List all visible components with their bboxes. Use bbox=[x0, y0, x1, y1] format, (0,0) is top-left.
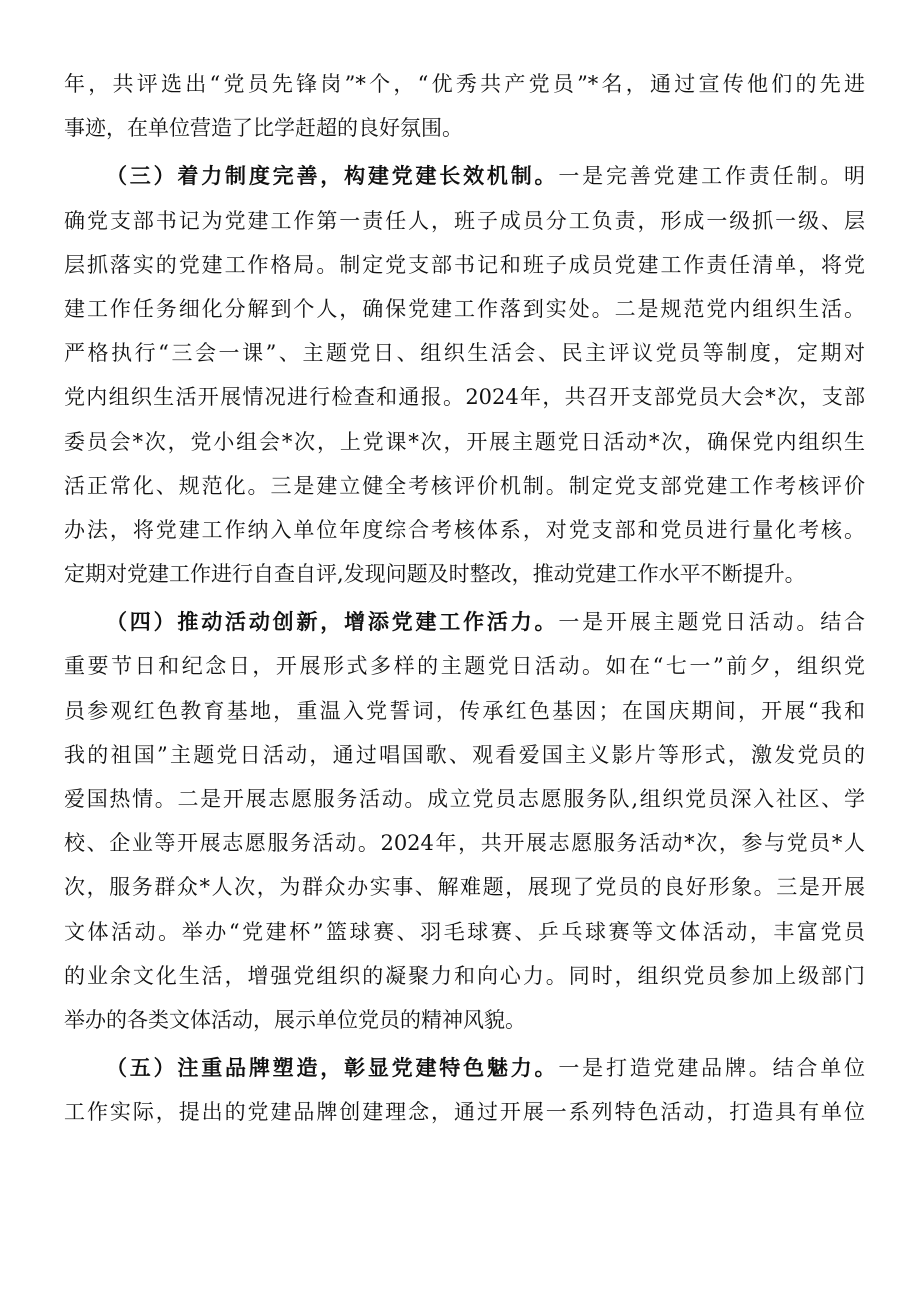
text-line: 确党支部书记为党建工作第一责任人，班子成员分工负责，形成一级抓一级、层 bbox=[64, 208, 865, 233]
text-line: 重要节日和纪念日，开展形式多样的主题党日活动。如在“七一”前夕，组织党 bbox=[64, 654, 865, 679]
text-line bbox=[64, 154, 865, 198]
text-line: 举办的各类文体活动，展示单位党员的精神风貌。 bbox=[64, 1007, 526, 1032]
text-line: 员参观红色教育基地，重温入党誓词，传承红色基因；在国庆期间，开展“我和 bbox=[64, 698, 865, 723]
text-line: 工作实际，提出的党建品牌创建理念，通过开展一系列特色活动，打造具有单位 bbox=[64, 1100, 865, 1125]
text-line: 委员会*次，党小组会*次，上党课*次，开展主题党日活动*次，确保党内组织生 bbox=[64, 429, 865, 454]
text-line: 校、企业等开展志愿服务活动。2024年，共开展志愿服务活动*次，参与党员*人 bbox=[64, 831, 865, 856]
text-line: 活正常化、规范化。三是建立健全考核评价机制。制定党支部党建工作考核评价 bbox=[64, 473, 865, 498]
text-line bbox=[64, 1046, 865, 1090]
document-body bbox=[64, 62, 865, 1135]
text-line: 层抓落实的党建工作格局。制定党支部书记和班子成员党建工作责任清单，将党 bbox=[64, 252, 865, 277]
section-heading: （三）着力制度完善，构建党建长效机制。 bbox=[106, 163, 559, 189]
section-heading: （四）推动活动创新，增添党建工作活力。 bbox=[106, 609, 559, 635]
text-line: 建工作任务细化分解到个人，确保党建工作落到实处。二是规范党内组织生活。 bbox=[64, 296, 865, 321]
text-line: 文体活动。举办“党建杯”篮球赛、羽毛球赛、乒乓球赛等文体活动，丰富党员 bbox=[64, 919, 865, 944]
section-heading: （五）注重品牌塑造，彰显党建特色魅力。 bbox=[106, 1055, 559, 1081]
text-line: 的业余文化生活，增强党组织的凝聚力和向心力。同时，组织党员参加上级部门 bbox=[64, 963, 865, 988]
text-line: 定期对党建工作进行自查自评,发现问题及时整改，推动党建工作水平不断提升。 bbox=[64, 562, 806, 587]
paragraph bbox=[64, 1046, 865, 1134]
text-line: 我的祖国”主题党日活动，通过唱国歌、观看爱国主义影片等形式，激发党员的 bbox=[64, 742, 865, 767]
text-line: 爱国热情。二是开展志愿服务活动。成立党员志愿服务队,组织党员深入社区、学 bbox=[64, 787, 865, 811]
text-line: 严格执行“三会一课”、主题党日、组织生活会、民主评议党员等制度，定期对 bbox=[64, 341, 865, 366]
text-line: 事迹，在单位营造了比学赶超的良好氛围。 bbox=[64, 116, 463, 141]
text-line: 办法，将党建工作纳入单位年度综合考核体系，对党支部和党员进行量化考核。 bbox=[64, 517, 865, 542]
text-line: 党内组织生活开展情况进行检查和通报。2024年，共召开支部党员大会*次，支部 bbox=[64, 385, 865, 410]
text-run: 一是完善党建工作责任制。明 bbox=[558, 164, 865, 189]
paragraph bbox=[64, 154, 865, 596]
text-run: 一是打造党建品牌。结合单位 bbox=[558, 1056, 865, 1081]
text-line bbox=[64, 600, 865, 644]
text-run: 一是开展主题党日活动。结合 bbox=[558, 610, 865, 635]
text-line: 次，服务群众*人次，为群众办实事、解难题，展现了党员的良好形象。三是开展 bbox=[64, 875, 865, 900]
text-line: 年，共评选出“党员先锋岗”*个，“优秀共产党员”*名，通过宣传他们的先进 bbox=[64, 72, 865, 96]
paragraph bbox=[64, 62, 865, 150]
paragraph bbox=[64, 600, 865, 1042]
